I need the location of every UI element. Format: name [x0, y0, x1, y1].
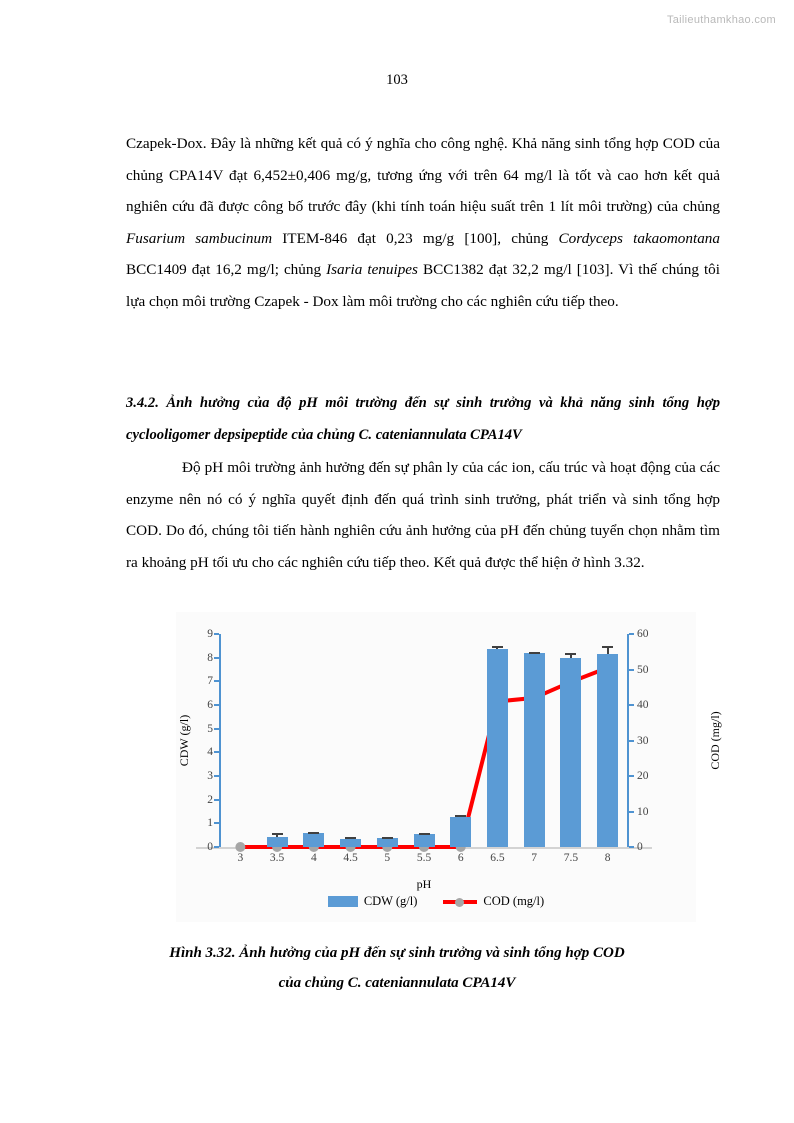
- left-axis-line: [219, 634, 221, 847]
- y-axis-right-tick: [629, 775, 634, 777]
- chart-plot-area: [177, 628, 722, 891]
- legend-item-cdw: [328, 894, 418, 909]
- error-bar-cap: [492, 646, 503, 648]
- y-axis-right-tick-label: 60: [637, 628, 649, 640]
- y-axis-left-tick-label: 2: [207, 793, 213, 806]
- y-axis-right-tick-label: 50: [637, 663, 649, 676]
- y-axis-left-tick-label: 4: [207, 746, 213, 759]
- x-axis-tick-label: 6: [457, 852, 464, 864]
- species-name-isaria: Isaria tenuipes: [326, 261, 418, 278]
- figure-3-32-chart: [176, 612, 722, 922]
- paragraph-2: Độ pH môi trường ảnh hưởng đến sự phân ly của các ion, cấu trúc và hoạt động của các enzyme nên nó có ý nghĩa quyết định đến quá trình sinh trưởng, phát triển và sinh tổng hợp COD. Do đó, chúng tôi tiến hành nghiên cứu ảnh hưởng của pH đến chủng tuyển chọn nhằm tìm ra khoảng pH tối ưu cho các nghiên cứu tiếp theo. Kết quả được thể hiện ở hình 3.32.: [126, 459, 720, 571]
- legend-swatch-bar-icon: [328, 896, 358, 907]
- paragraph-1-part-c: BCC1409 đạt 16,2 mg/l; chủng: [126, 261, 327, 278]
- y-axis-left-tick: [214, 775, 219, 777]
- y-axis-left-title: CDW (g/l): [177, 714, 191, 767]
- y-axis-left-tick-label: 3: [207, 770, 213, 782]
- y-axis-left-tick: [214, 846, 219, 848]
- legend-label-cdw: CDW (g/l): [363, 894, 418, 908]
- error-bar-cap: [272, 833, 283, 835]
- y-axis-right-tick-label: 10: [637, 805, 649, 818]
- y-axis-left-tick: [214, 680, 219, 682]
- x-axis-tick-label: 3: [237, 852, 244, 864]
- paragraph-1-part-a: Czapek-Dox. Đây là những kết quả có ý nghĩa cho công nghệ. Khả năng sinh tổng hợp COD của chủng CPA14V đạt 6,452±0,406 mg/g, tương ứng với trên 64 mg/l là tốt và cao hơn kết quả nghiên cứu đã được công bố trước đây (khi tính toán hiệu suất trên 1 lít môi trường) của chủng: [126, 135, 720, 215]
- error-bar-cap: [602, 646, 613, 648]
- species-name-cordyceps: Cordyceps takaomontana: [558, 229, 720, 247]
- y-axis-right-tick-label: 20: [637, 770, 649, 782]
- line-path: [240, 668, 607, 847]
- x-axis-tick-label: 5: [384, 852, 391, 864]
- y-axis-left-tick: [214, 751, 219, 753]
- error-bar-cap: [419, 833, 430, 835]
- x-axis-title: pH: [416, 877, 432, 891]
- figure-caption-line-1: Hình 3.32. Ảnh hưởng của pH đến sự sinh trưởng và sinh tổng hợp COD: [169, 945, 625, 961]
- x-axis-tick-label: 3.5: [269, 852, 285, 864]
- figure-caption: [97, 938, 697, 998]
- x-axis-tick-label: 8: [604, 852, 611, 864]
- paragraph-1-part-b: ITEM-846 đạt 0,23 mg/g [100], chủng: [272, 229, 559, 247]
- y-axis-left-tick: [214, 822, 219, 824]
- x-axis-tick-label: 6.5: [490, 852, 505, 864]
- bar: [524, 653, 545, 847]
- y-axis-right-tick: [629, 846, 634, 848]
- y-axis-left-tick-label: 8: [207, 651, 213, 664]
- figure-caption-line-2: của chủng C. cateniannulata CPA14V: [278, 975, 516, 991]
- legend-item-cod: [443, 894, 544, 909]
- y-axis-left-tick: [214, 799, 219, 801]
- y-axis-right-tick: [629, 633, 634, 635]
- y-axis-left-tick: [214, 728, 219, 730]
- bar: [303, 833, 324, 847]
- line-marker: [235, 842, 245, 852]
- error-bar-cap: [308, 832, 319, 834]
- legend-label-cod: COD (mg/l): [483, 894, 545, 908]
- y-axis-right-title: COD (mg/l): [708, 711, 722, 770]
- y-axis-left-tick: [214, 704, 219, 706]
- x-axis-tick-label: 5.5: [416, 852, 432, 864]
- y-axis-right-tick-label: 0: [637, 841, 643, 853]
- error-bar-cap: [455, 815, 466, 817]
- section-heading-3-4-2: 3.4.2. Ảnh hưởng của độ pH môi trường đến sự sinh trưởng và khả năng sinh tổng hợp cyclooligomer depsipeptide của chủng C. cateniannulata CPA14V: [126, 395, 720, 443]
- paragraph-1: [126, 128, 720, 317]
- y-axis-left-tick-label: 5: [207, 722, 213, 735]
- bar: [414, 834, 435, 847]
- y-axis-right-tick-label: 30: [637, 734, 649, 747]
- y-axis-left-tick-label: 9: [207, 628, 213, 640]
- watermark-text: Tailieuthamkhao.com: [666, 14, 776, 26]
- y-axis-left-tick: [214, 633, 219, 635]
- x-axis-tick-label: 7: [531, 852, 538, 864]
- y-axis-left-tick-label: 1: [207, 817, 213, 830]
- error-bar-cap: [345, 837, 356, 839]
- y-axis-left-tick-label: 7: [207, 675, 213, 688]
- error-bar-cap: [565, 653, 576, 655]
- x-axis-tick-label: 7.5: [563, 852, 579, 864]
- y-axis-left-tick: [214, 657, 219, 659]
- y-axis-left-tick-label: 6: [207, 699, 213, 711]
- y-axis-right-tick: [629, 669, 634, 671]
- bar: [450, 817, 471, 847]
- x-axis-tick-label: 4.5: [343, 852, 358, 864]
- y-axis-right-tick: [629, 704, 634, 706]
- bar: [377, 838, 398, 847]
- error-bar-cap: [529, 652, 540, 654]
- legend-swatch-line-icon: [443, 896, 477, 907]
- bar: [340, 839, 361, 847]
- page-number: 103: [386, 72, 408, 88]
- y-axis-right-tick: [629, 740, 634, 742]
- x-axis-tick-label: 4: [310, 852, 317, 864]
- paragraph-1-part-d: BCC1382 đạt 32,2 mg/l [103]. Vì thế chúng tôi lựa chọn môi trường Czapek - Dox làm môi trường cho các nghiên cứu tiếp theo.: [126, 261, 720, 310]
- error-bar-cap: [382, 837, 393, 839]
- species-name-fusarium: Fusarium sambucinum: [126, 229, 273, 247]
- y-axis-left-tick-label: 0: [207, 841, 213, 853]
- y-axis-right-tick: [629, 811, 634, 813]
- bar: [487, 649, 508, 847]
- y-axis-right-tick-label: 40: [637, 699, 649, 711]
- chart-legend: [176, 894, 696, 909]
- bar: [267, 837, 288, 847]
- bar: [560, 658, 581, 847]
- bar: [597, 654, 618, 847]
